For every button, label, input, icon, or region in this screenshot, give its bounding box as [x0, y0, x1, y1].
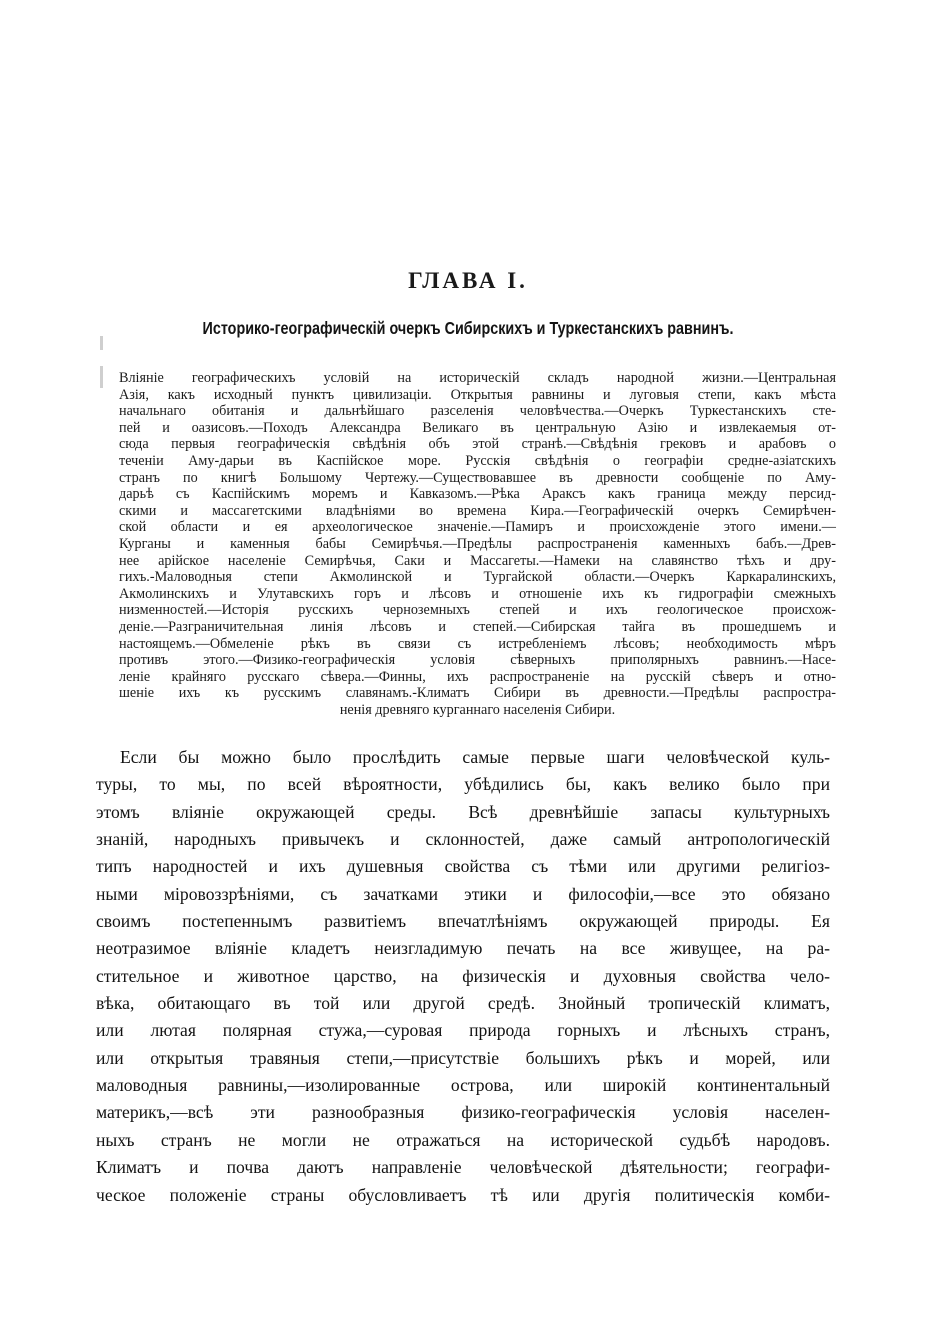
body-line: типъ народностей и ихъ душевныя свойства съ тѣми или другими религіоз- — [96, 856, 830, 877]
summary-line: настоящемъ.—Обмеленіе рѣкъ въ связи съ истребленіемъ лѣсовъ; необходимость мѣръ — [119, 635, 836, 652]
summary-line: гихъ.-Маловодныя степи Акмолинской и Тургайской области.—Очеркъ Каркаралинскихъ, — [119, 569, 836, 586]
summary-line: странъ по книгѣ Большому Чертежу.—Существовавшее въ древности сообщеніе по Аму- — [119, 469, 836, 486]
summary-line: ненія древняго курганнаго населенія Сибири. — [339, 701, 616, 718]
body-paragraph — [96, 744, 830, 1209]
body-line: ныхъ странъ не могли не отражаться на исторической судьбѣ народовъ. — [96, 1129, 830, 1150]
summary-line: деніе.—Разграничительная линія лѣсовъ и степей.—Сибирская тайга въ прошедшемъ и — [119, 618, 836, 635]
body-line: ными міровоззрѣніями, съ зачатками этики и философіи,—все это обязано — [96, 883, 830, 904]
body-line: этомъ вліяніе окружающей среды. Всѣ древнѣйшіе запасы культурныхъ — [96, 801, 830, 822]
summary-line: леніе крайняго русскаго сѣвера.—Финны, ихъ распространеніе на русскій сѣверъ и отно- — [119, 668, 836, 685]
chapter-summary — [119, 370, 836, 718]
body-line: знаній, народныхъ привычекъ и склонностей, даже самый антропологическій — [96, 829, 830, 850]
summary-line: пей и оазисовъ.—Походъ Александра Великаго въ центральную Азію и извлекаемыя от- — [119, 419, 836, 436]
summary-line: противъ этого.—Физико-географическія условія сѣверныхъ приполярныхъ равнинъ.—Насе- — [119, 652, 836, 669]
body-line: вѣка, обитающаго въ той или другой средѣ. Знойный тропическій климатъ, — [96, 993, 830, 1014]
summary-line: шеніе ихъ къ русскимъ славянамъ.-Климатъ Сибири въ древности.—Предѣлы распростра- — [119, 685, 836, 702]
body-line: или открытыя травяныя степи,—присутствіе большихъ рѣкъ и морей, или — [96, 1047, 830, 1068]
body-line: Климатъ и почва даютъ направленіе человѣческой дѣятельности; географи- — [96, 1157, 830, 1178]
chapter-title: ГЛАВА I. — [408, 268, 528, 293]
summary-line: Вліяніе географическихъ условій на историческій складъ народной жизни.—Центральная — [119, 370, 836, 386]
summary-line: ской области и ея археологическое значеніе.—Памиръ и происхожденіе этого имени.— — [119, 519, 836, 536]
summary-line: скими и массагетскими владѣніями во времена Кира.—Географическій очеркъ Семирѣчен- — [119, 502, 836, 519]
summary-line: Акмолинскихъ и Улутавскихъ горъ и лѣсовъ и отношеніе ихъ къ гидрографіи смежныхъ — [119, 585, 836, 602]
body-line: своимъ постепеннымъ развитіемъ впечатлѣніямъ окружающей природы. Ея — [96, 911, 830, 932]
summary-line: начальнаго обитанія и дальнѣйшаго разселенія человѣчества.—Очеркъ Туркестанскихъ сте- — [119, 403, 836, 420]
body-line: материкъ,—всѣ эти разнообразныя физико-географическія условія населен- — [96, 1102, 830, 1123]
body-line: стительное и животное царство, на физическія и духовныя свойства чело- — [96, 965, 830, 986]
scan-artifact-mark — [100, 366, 103, 388]
body-line: туры, то мы, по всей вѣроятности, убѣдились бы, какъ велико было при — [96, 774, 830, 795]
summary-line: теченіи Аму-дарьи въ Каспійское море. Русскія свѣдѣнія о географіи средне-азіатскихъ — [119, 452, 836, 469]
body-line: маловодныя равнины,—изолированные острова, или широкій континентальный — [96, 1075, 830, 1096]
body-line: Если бы можно было прослѣдить самые первые шаги человѣческой куль- — [120, 747, 830, 767]
body-line: или лютая полярная стужа,—суровая природа горныхъ и лѣсныхъ странъ, — [96, 1020, 830, 1041]
summary-line: сюда первыя географическія свѣдѣнія объ этой странѣ.—Свѣдѣнія грековъ и арабовъ о — [119, 436, 836, 453]
summary-line: Курганы и каменныя бабы Семирѣчья.—Предѣлы распространенія каменныхъ бабъ.—Древ- — [119, 535, 836, 552]
body-line: ческое положеніе страны обусловливаетъ тѣ или другія политическія комби- — [96, 1184, 830, 1205]
summary-line: низменностей.—Исторія русскихъ черноземныхъ степей и ихъ геологическое происхож- — [119, 602, 836, 619]
summary-line: Азія, какъ исходный пунктъ цивилизаціи. Открытыя равнины и луговыя степи, какъ мѣста — [119, 386, 836, 403]
body-line: неотразимое вліяніе кладетъ неизгладимую печать на все живущее, на ра- — [96, 938, 830, 959]
summary-line: нее арійское населеніе Семирѣчья, Саки и Массагеты.—Намеки на славянство тѣхъ и дру- — [119, 552, 836, 569]
chapter-subtitle: Историко-географическій очеркъ Сибирскихъ и Туркестанскихъ равнинъ. — [202, 318, 734, 338]
summary-line: дарьѣ съ Каспійскимъ моремъ и Кавказомъ.—Рѣка Араксъ какъ граница между персид- — [119, 486, 836, 503]
